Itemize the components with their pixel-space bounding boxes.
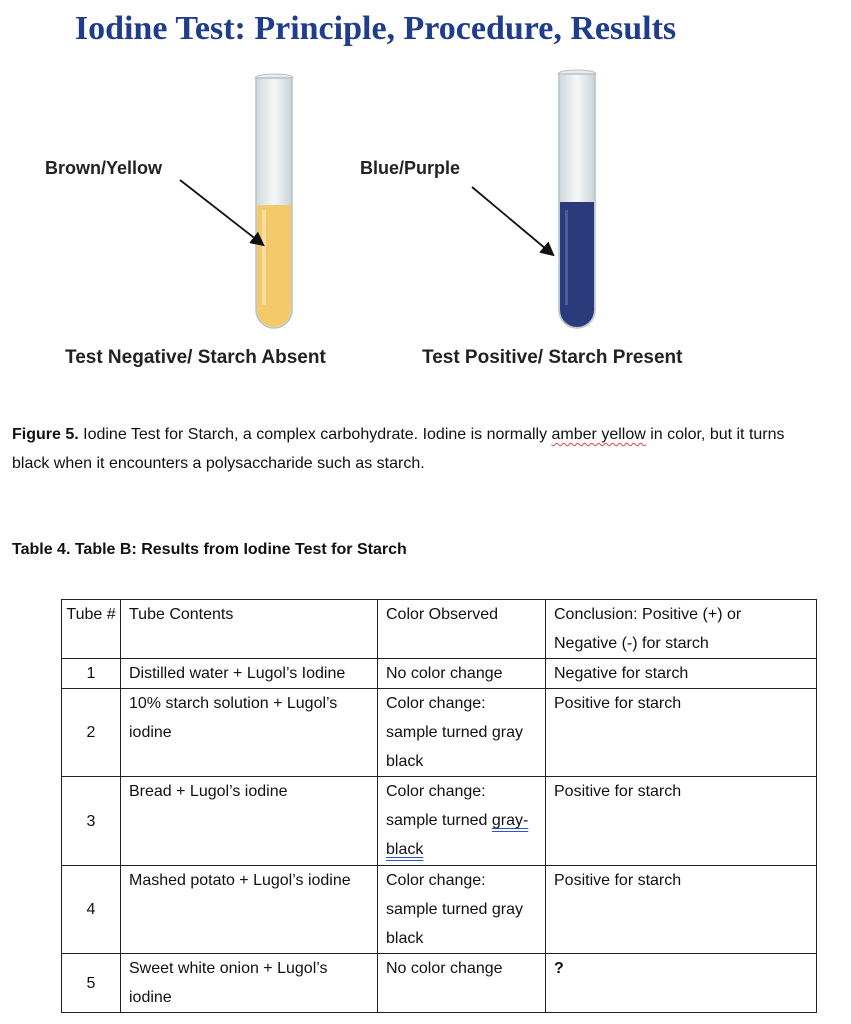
table-row xyxy=(62,777,817,866)
negative-result-label: Test Negative/ Starch Absent xyxy=(65,347,326,368)
cell-conclusion: Positive for starch xyxy=(546,866,817,954)
left-arrow xyxy=(180,180,262,244)
figure-title: Iodine Test: Principle, Procedure, Results xyxy=(74,10,677,47)
cell-contents: Sweet white onion + Lugol’s iodine xyxy=(121,954,378,1013)
cell-conclusion: Negative for starch xyxy=(546,659,817,689)
cell-tube-number: 3 xyxy=(62,777,121,866)
positive-result-label: Test Positive/ Starch Present xyxy=(422,347,683,368)
cell-color: Color change: sample turned gray black xyxy=(378,866,546,954)
header-conclusion: Conclusion: Positive (+) or Negative (-) for starch xyxy=(546,600,817,659)
table-header-row xyxy=(62,600,817,659)
right-arrow xyxy=(472,187,552,254)
table-row xyxy=(62,954,817,1013)
test-tubes-illustration xyxy=(0,60,851,360)
cell-contents: Distilled water + Lugol’s Iodine xyxy=(121,659,378,689)
header-color-observed: Color Observed xyxy=(378,600,546,659)
header-tube-number: Tube # xyxy=(62,600,121,659)
caption-underlined-text: amber yellow xyxy=(551,426,646,443)
negative-test-tube xyxy=(255,74,293,328)
cell-color: No color change xyxy=(378,954,546,1013)
results-table xyxy=(61,599,817,1013)
table-row xyxy=(62,689,817,777)
positive-test-tube xyxy=(558,70,596,328)
brown-yellow-label: Brown/Yellow xyxy=(45,158,163,178)
figure-caption xyxy=(12,420,812,478)
cell-conclusion: Positive for starch xyxy=(546,777,817,866)
cell-color: No color change xyxy=(378,659,546,689)
caption-figure-number: Figure 5. xyxy=(12,426,79,443)
blue-purple-label: Blue/Purple xyxy=(360,158,461,178)
cell-tube-number: 1 xyxy=(62,659,121,689)
cell-color: Color change: sample turned gray black xyxy=(378,689,546,777)
header-tube-contents: Tube Contents xyxy=(121,600,378,659)
cell-color-prefix: Color change: sample turned xyxy=(386,783,492,829)
cell-color-underlined: gray-black xyxy=(386,812,529,858)
cell-tube-number: 4 xyxy=(62,866,121,954)
table-row xyxy=(62,659,817,689)
table-row xyxy=(62,866,817,954)
caption-text-part1: Iodine Test for Starch, a complex carbohydrate. Iodine is normally xyxy=(78,426,552,443)
table-title-rest: . Table B: Results from Iodine Test for Starch xyxy=(65,541,407,558)
cell-tube-number: 5 xyxy=(62,954,121,1013)
caption-text-part2: in color, but it turns black when it encounters a polysaccharide such as starch. xyxy=(12,426,785,472)
table-title xyxy=(12,541,407,559)
cell-contents: Mashed potato + Lugol’s iodine xyxy=(121,866,378,954)
cell-conclusion-unknown: ? xyxy=(546,954,817,1013)
cell-conclusion: Positive for starch xyxy=(546,689,817,777)
cell-color xyxy=(378,777,546,866)
cell-contents: 10% starch solution + Lugol’s iodine xyxy=(121,689,378,777)
cell-contents: Bread + Lugol’s iodine xyxy=(121,777,378,866)
cell-tube-number: 2 xyxy=(62,689,121,777)
table-title-prefix: Table 4 xyxy=(12,541,66,558)
